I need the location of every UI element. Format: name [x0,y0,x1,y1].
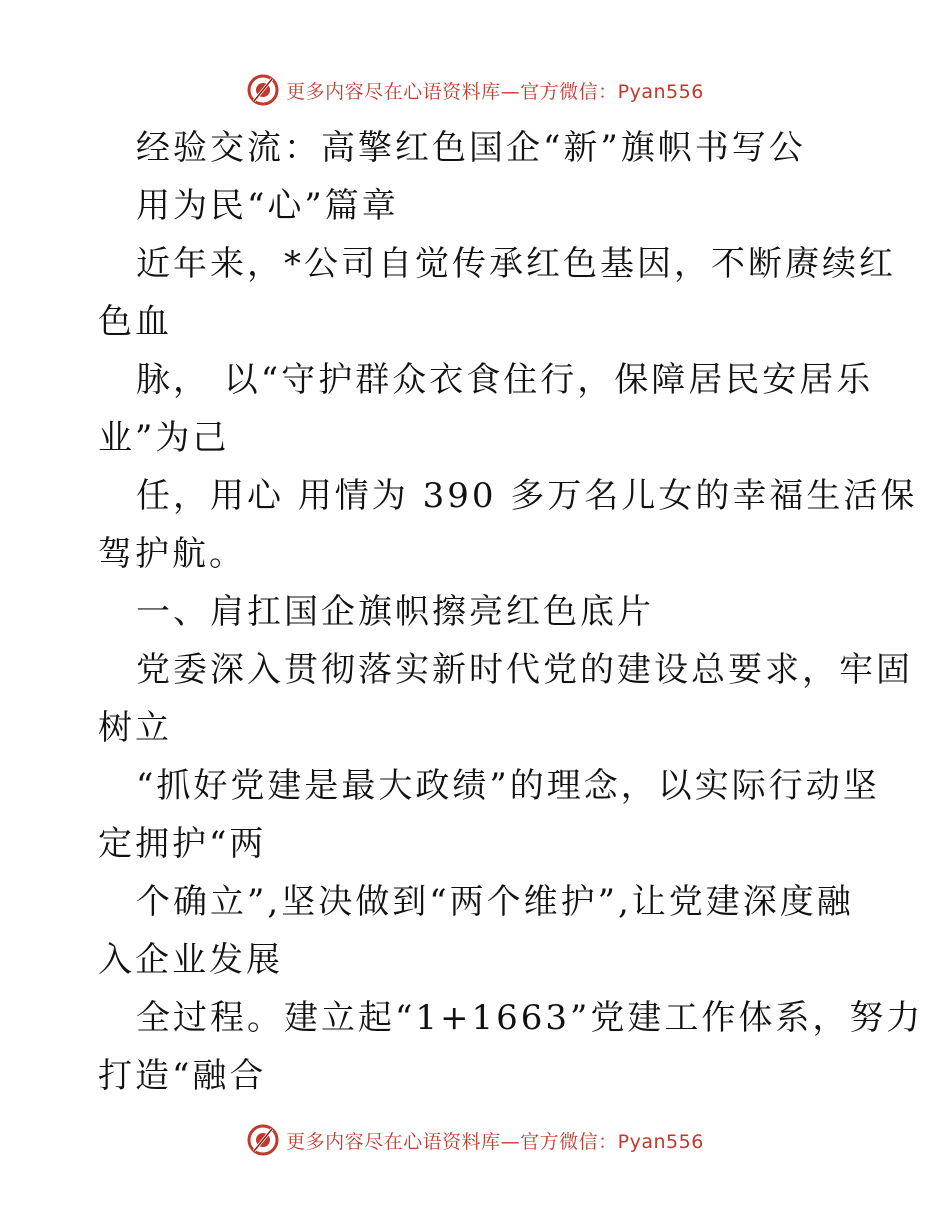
paragraph-line: 用为民“心”篇章 [136,186,399,226]
paragraph-line: “抓好党建是最大政绩”的理念，以实际行动坚 [136,766,880,806]
paragraph-line: 近年来，*公司自觉传承红色基因，不断赓续红 [136,244,896,284]
paragraph-line: 经验交流：高擎红色国企“新”旗帜书写公 [136,128,806,168]
brand-logo-icon [246,1123,280,1157]
header-watermark-text: 更多内容尽在心语资料库—官方微信：Pyan556 [286,80,704,103]
paragraph-line: 任，用心 用情为 390 多万名儿女的幸福生活保 [136,476,918,516]
paragraph-line: 业”为己 [98,418,230,458]
paragraph-line: 入企业发展 [98,940,283,980]
section-heading: 一、肩扛国企旗帜擦亮红色底片 [136,592,654,632]
paragraph-line: 色血 [98,302,172,342]
paragraph-line: 全过程。建立起“1+1663”党建工作体系，努力 [136,998,924,1038]
paragraph-line: 脉， 以“守护群众衣食住行，保障居民安居乐 [136,360,874,400]
paragraph-line: 驾护航。 [98,534,246,574]
footer-watermark-text: 更多内容尽在心语资料库—官方微信：Pyan556 [286,1130,704,1153]
paragraph-line: 树立 [98,708,172,748]
paragraph-line: 打造“融合 [98,1056,267,1096]
footer-watermark-banner [0,1120,950,1160]
paragraph-line: 党委深入贯彻落实新时代党的建设总要求，牢固 [136,650,913,690]
paragraph-line: 个确立”,坚决做到“两个维护”,让党建深度融 [136,882,854,922]
paragraph-line: 定拥护“两 [98,824,267,864]
